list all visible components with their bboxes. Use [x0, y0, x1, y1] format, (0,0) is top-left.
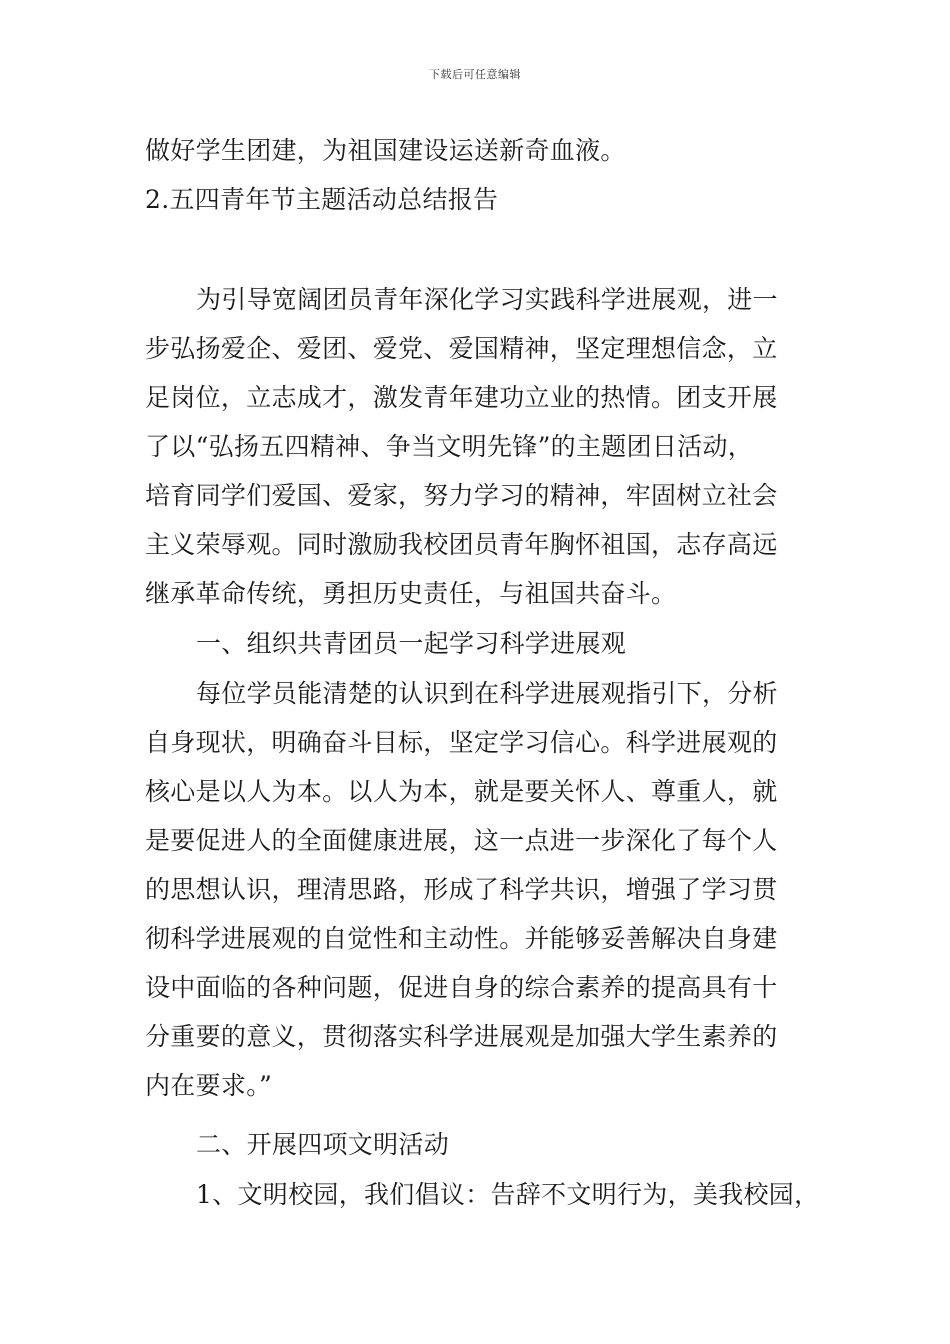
body-line: 彻科学进展观的自觉性和主动性。并能够妥善解决自身建	[145, 924, 778, 953]
body-line: 主义荣辱观。同时激励我校团员青年胸怀祖国，志存高远	[145, 530, 778, 559]
body-line: 做好学生团建，为祖国建设运送新奇血液。	[145, 136, 626, 165]
body-line: 的思想认识，理清思路，形成了科学共识，增强了学习贯	[145, 875, 778, 904]
body-line: 核心是以人为本。以人为本，就是要关怀人、尊重人，就	[145, 777, 778, 806]
body-line: 为引导宽阔团员青年深化学习实践科学进展观，进一	[196, 285, 778, 314]
body-line: 了以“弘扬五四精神、争当文明先锋”的主题团日活动，	[145, 432, 754, 461]
body-line: 足岗位，立志成才，激发青年建功立业的热情。团支开展	[145, 383, 778, 412]
page-header: 下载后可任意编辑	[429, 68, 521, 81]
body-line: 是要促进人的全面健康进展，这一点进一步深化了每个人	[145, 826, 778, 855]
body-line: 设中面临的各种问题，促进自身的综合素养的提高具有十	[145, 973, 778, 1002]
body-line: 自身现状，明确奋斗目标，坚定学习信心。科学进展观的	[145, 728, 778, 757]
body-line: 内在要求。”	[145, 1071, 273, 1100]
subsection-heading: 二、开展四项文明活动	[196, 1130, 450, 1159]
body-line: 培育同学们爱国、爱家，努力学习的精神，牢固树立社会	[145, 481, 778, 510]
body-line: 分重要的意义，贯彻落实科学进展观是加强大学生素养的	[145, 1022, 778, 1051]
body-line: 步弘扬爱企、爱团、爱党、爱国精神，坚定理想信念，立	[145, 334, 778, 363]
body-line: 1、文明校园，我们倡议：告辞不文明行为，美我校园，	[196, 1180, 820, 1209]
body-line: 每位学员能清楚的认识到在科学进展观指引下，分析	[196, 679, 778, 708]
body-line: 继承革命传统，勇担历史责任，与祖国共奋斗。	[145, 579, 677, 608]
subsection-heading: 一、组织共青团员一起学习科学进展观	[196, 629, 627, 658]
section-title: 2.五四青年节主题活动总结报告	[145, 185, 499, 214]
